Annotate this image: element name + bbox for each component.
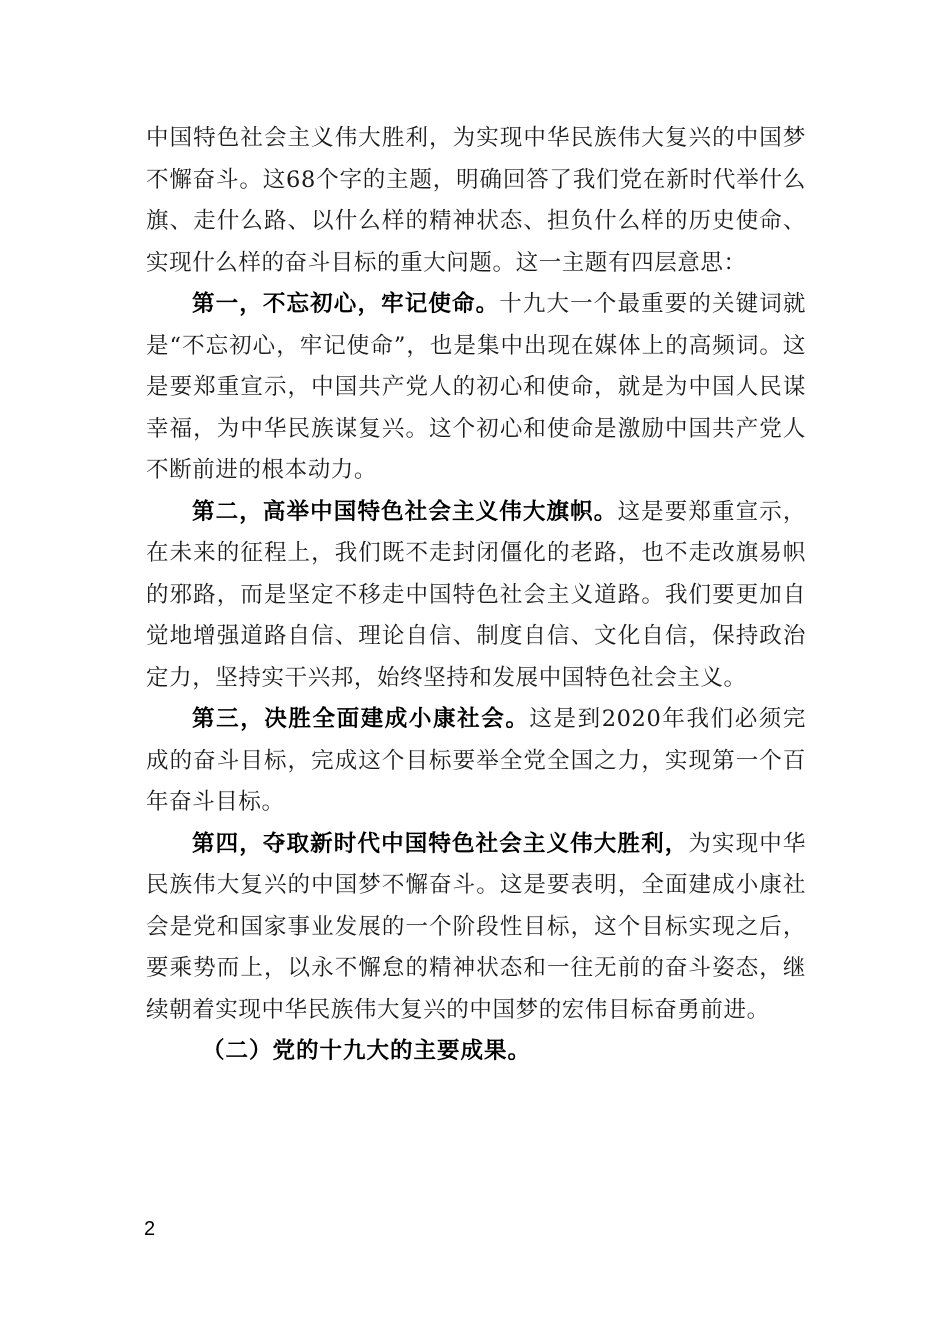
paragraph-point-4-text: 为实现中华民族伟大复兴的中国梦不懈奋斗。这是要表明，全面建成小康社会是党和国家事业发展的一个阶段性目标，这个目标实现之后，要乘势而上，以永不懈怠的精神状态和一往无前的奋斗姿态，继续朝着实现中华民族伟大复兴的中国梦的宏伟目标奋勇前进。: [146, 830, 806, 1023]
paragraph-point-2: [146, 492, 806, 700]
paragraph-point-4-bold: 第四，夺取新时代中国特色社会主义伟大胜利，: [192, 830, 689, 857]
page-number: 2: [144, 1218, 156, 1240]
paragraph-point-3: [146, 699, 806, 824]
section-heading: （二）党的十九大的主要成果。: [202, 1038, 532, 1064]
paragraph-point-3-bold: 第三，决胜全面建成小康社会。: [192, 706, 530, 732]
paragraph-point-3-text: 这是到2020年我们必须完成的奋斗目标，完成这个目标要举全党全国之力，实现第一个百年奋斗目标。: [146, 706, 806, 815]
paragraph-point-4: [146, 824, 806, 1032]
paragraph-point-1: [146, 284, 806, 492]
paragraph-point-1-bold: 第一，不忘初心，牢记使命。: [192, 291, 500, 317]
paragraph-point-2-text: 这是要郑重宣示，在未来的征程上，我们既不走封闭僵化的老路，也不走改旗易帜的邪路，而是坚定不移走中国特色社会主义道路。我们要更加自觉地增强道路自信、理论自信、制度自信、文化自信，保持政治定力，坚持实干兴邦，始终坚持和发展中国特色社会主义。: [146, 498, 806, 691]
paragraph-intro: [146, 118, 806, 284]
paragraph-point-1-text: 十九大一个最重要的关键词就是“不忘初心，牢记使命”，也是集中出现在媒体上的高频词。这是要郑重宣示，中国共产党人的初心和使命，就是为中国人民谋幸福，为中华民族谋复兴。这个初心和使命是激励中国共产党人不断前进的根本动力。: [146, 291, 806, 483]
paragraph-intro-text: 中国特色社会主义伟大胜利，为实现中华民族伟大复兴的中国梦不懈奋斗。这68个字的主题，明确回答了我们党在新时代举什么旗、走什么路、以什么样的精神状态、担负什么样的历史使命、实现什么样的奋斗目标的重大问题。这一主题有四层意思：: [146, 125, 806, 276]
paragraph-point-2-bold: 第二，高举中国特色社会主义伟大旗帜。: [192, 498, 618, 525]
document-body: [146, 118, 806, 1073]
